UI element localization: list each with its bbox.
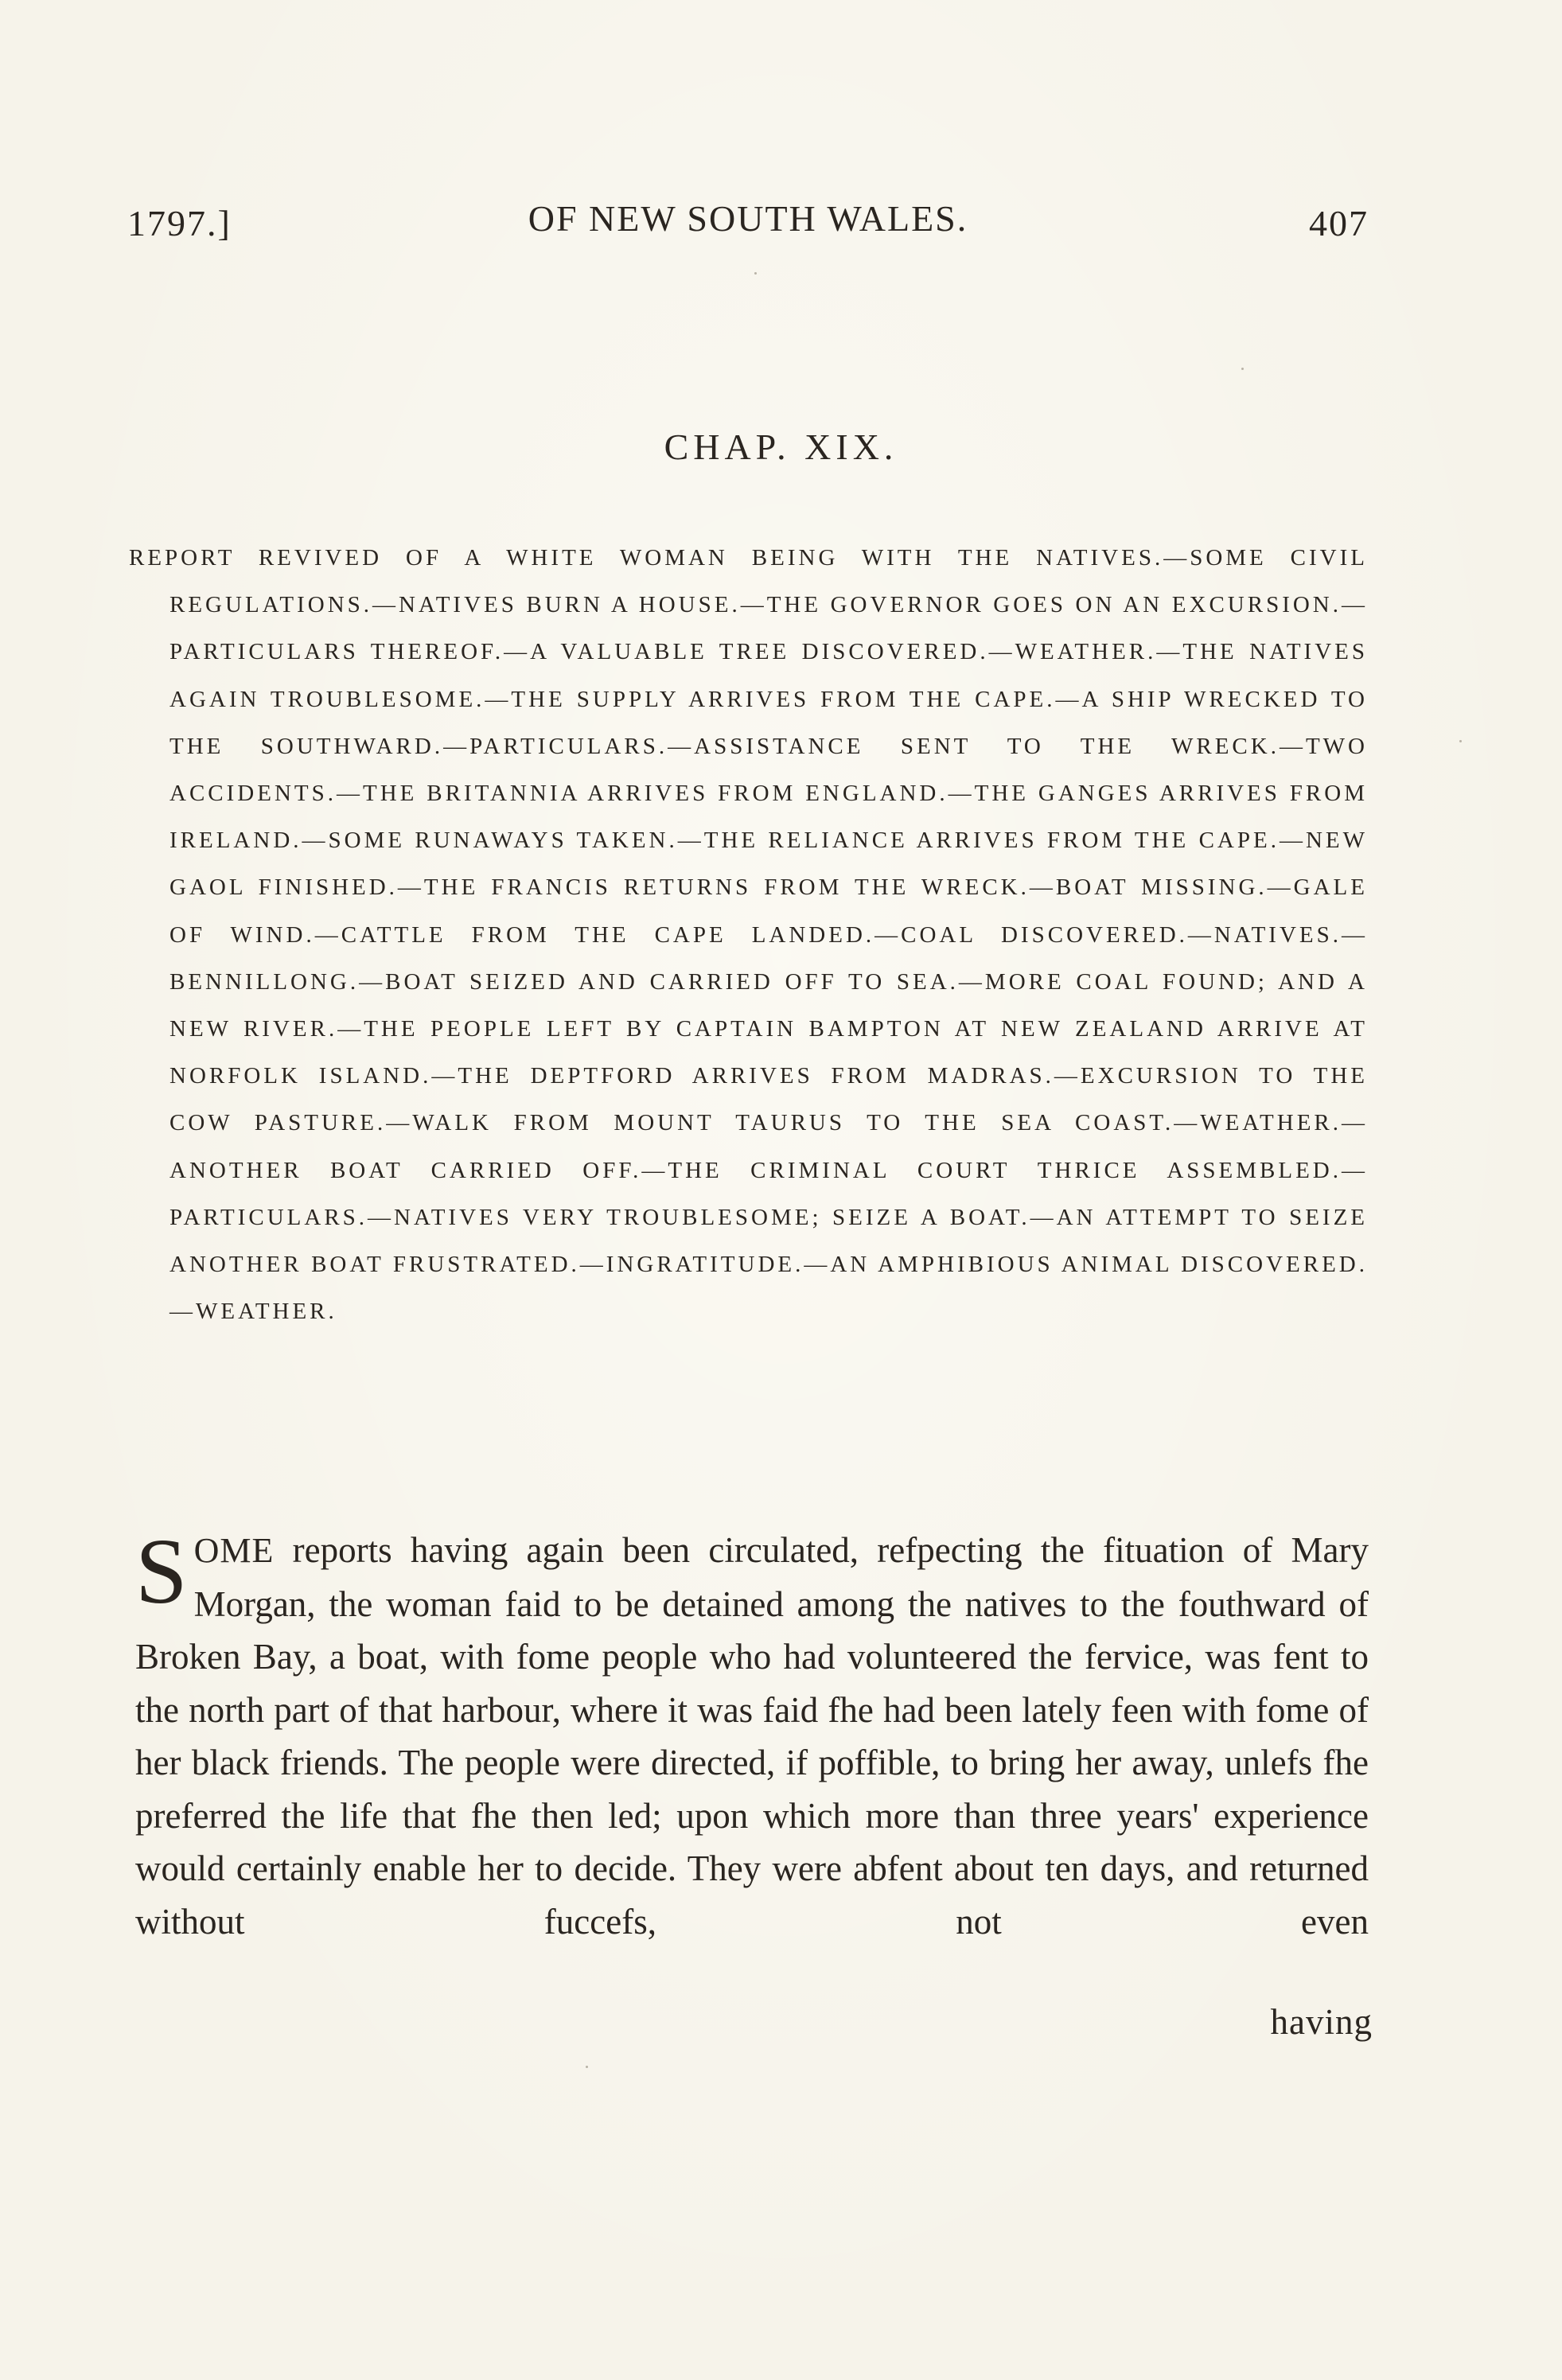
chapter-heading: CHAP. XIX.: [664, 427, 898, 467]
running-head-title: OF NEW SOUTH WALES.: [528, 198, 968, 239]
chapter-synopsis-text: REPORT REVIVED OF A WHITE WOMAN BEING WITH THE NATIVES.—SOME CIVIL REGULATIONS.—NATIVES BURN A HOUSE.—THE GOVERNOR GOES ON AN EXCURSION.—PARTICULARS THEREOF.—A VALUABLE TREE DISCOVERED.—WEATHER.—THE NATIVES AGAIN TROUBLESOME.—THE SUPPLY ARRIVES FROM THE CAPE.—A SHIP WRECKED TO THE SOUTHWARD.—PARTICULARS.—ASSISTANCE SENT TO THE WRECK.—TWO ACCIDENTS.—THE BRITANNIA ARRIVES FROM ENGLAND.—THE GANGES ARRIVES FROM IRELAND.—SOME RUNAWAYS TAKEN.—THE RELIANCE ARRIVES FROM THE CAPE.—NEW GAOL FINISHED.—THE FRANCIS RETURNS FROM THE WRECK.—BOAT MISSING.—GALE OF WIND.—CATTLE FROM THE CAPE LANDED.—COAL DISCOVERED.—NATIVES.—BENNILLONG.—BOAT SEIZED AND CARRIED OFF TO SEA.—MORE COAL FOUND; AND A NEW RIVER.—THE PEOPLE LEFT BY CAPTAIN BAMPTON AT NEW ZEALAND ARRIVE AT NORFOLK ISLAND.—THE DEPTFORD ARRIVES FROM MADRAS.—EXCURSION TO THE COW PASTURE.—WALK FROM MOUNT TAURUS TO THE SEA COAST.—WEATHER.—ANOTHER BOAT CARRIED OFF.—THE CRIMINAL COURT THRICE ASSEMBLED.—PARTICULARS.—NATIVES VERY TROUBLESOME; SEIZE A BOAT.—AN ATTEMPT TO SEIZE ANOTHER BOAT FRUSTRATED.—INGRATITUDE.—AN AMPHIBIOUS ANIMAL DISCOVERED.—WEATHER.: [129, 545, 1368, 1325]
drop-cap: S: [135, 1519, 188, 1623]
first-word-rest: OME: [193, 1531, 275, 1570]
running-head-year: 1797.]: [127, 203, 232, 243]
body-paragraph: [135, 1519, 1369, 1948]
paper-speck: [586, 2066, 588, 2068]
body-text: reports having again been circulated, refpecting the fituation of Mary Morgan, the woman faid to be detained among the natives to the fouthward of Broken Bay, a boat, with fome people who had volunteered the fervice, was fent to the north part of that harbour, where it was faid fhe had been lately feen with fome of her black friends. The people were directed, if poffible, to bring her away, unlefs fhe preferred the life that fhe then led; upon which more than three years' experience would certainly enable her to decide. They were abfent about ten days, and returned without fuccefs, not even: [135, 1530, 1369, 1942]
paper-speck: [754, 272, 757, 275]
catchword: having: [1270, 2002, 1373, 2042]
paper-speck: [1459, 740, 1462, 742]
paper-speck: [1241, 368, 1244, 370]
page-number: 407: [1309, 203, 1369, 243]
running-head: [127, 191, 1369, 255]
chapter-synopsis: [129, 535, 1368, 1335]
